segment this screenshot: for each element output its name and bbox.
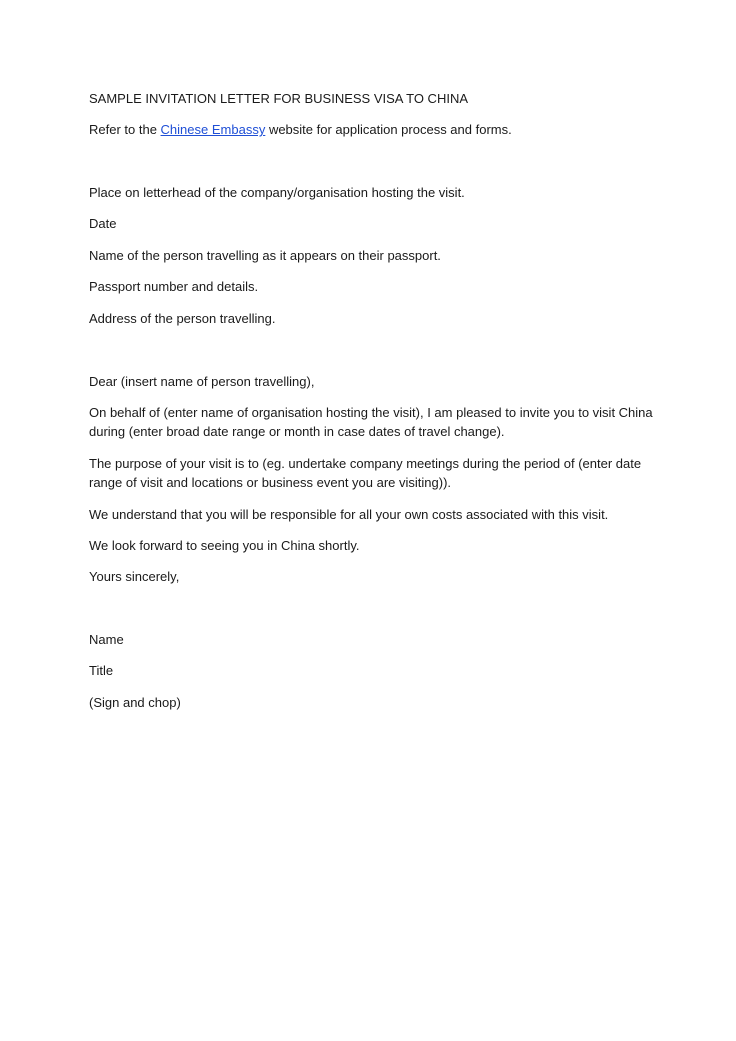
passport-placeholder: Passport number and details. xyxy=(89,279,259,294)
signature-title: Title xyxy=(89,663,114,678)
forward-paragraph: We look forward to seeing you in China shortly. xyxy=(89,538,360,553)
document-title: SAMPLE INVITATION LETTER FOR BUSINESS VISA TO CHINA xyxy=(89,91,469,106)
refer-paragraph xyxy=(89,120,512,139)
chinese-embassy-link[interactable]: Chinese Embassy xyxy=(160,122,266,137)
salutation: Dear (insert name of person travelling), xyxy=(89,374,315,389)
purpose-line-2: range of visit and locations or business event you are visiting)). xyxy=(89,475,452,490)
costs-paragraph: We understand that you will be responsible for all your own costs associated with this visit. xyxy=(89,507,609,522)
refer-prefix: Refer to the xyxy=(89,122,161,137)
signature-chop: (Sign and chop) xyxy=(89,695,181,710)
purpose-line-1: The purpose of your visit is to (eg. undertake company meetings during the period of (enter date xyxy=(89,456,642,471)
date-placeholder: Date xyxy=(89,216,117,231)
refer-suffix: website for application process and forms. xyxy=(265,122,512,137)
signature-name: Name xyxy=(89,632,124,647)
behalf-line-2: during (enter broad date range or month in case dates of travel change). xyxy=(89,424,505,439)
letterhead-instruction: Place on letterhead of the company/organisation hosting the visit. xyxy=(89,185,465,200)
traveller-name-placeholder: Name of the person travelling as it appears on their passport. xyxy=(89,248,441,263)
behalf-line-1: On behalf of (enter name of organisation hosting the visit), I am pleased to invite you to visit China xyxy=(89,405,653,420)
closing: Yours sincerely, xyxy=(89,569,180,584)
address-placeholder: Address of the person travelling. xyxy=(89,311,276,326)
